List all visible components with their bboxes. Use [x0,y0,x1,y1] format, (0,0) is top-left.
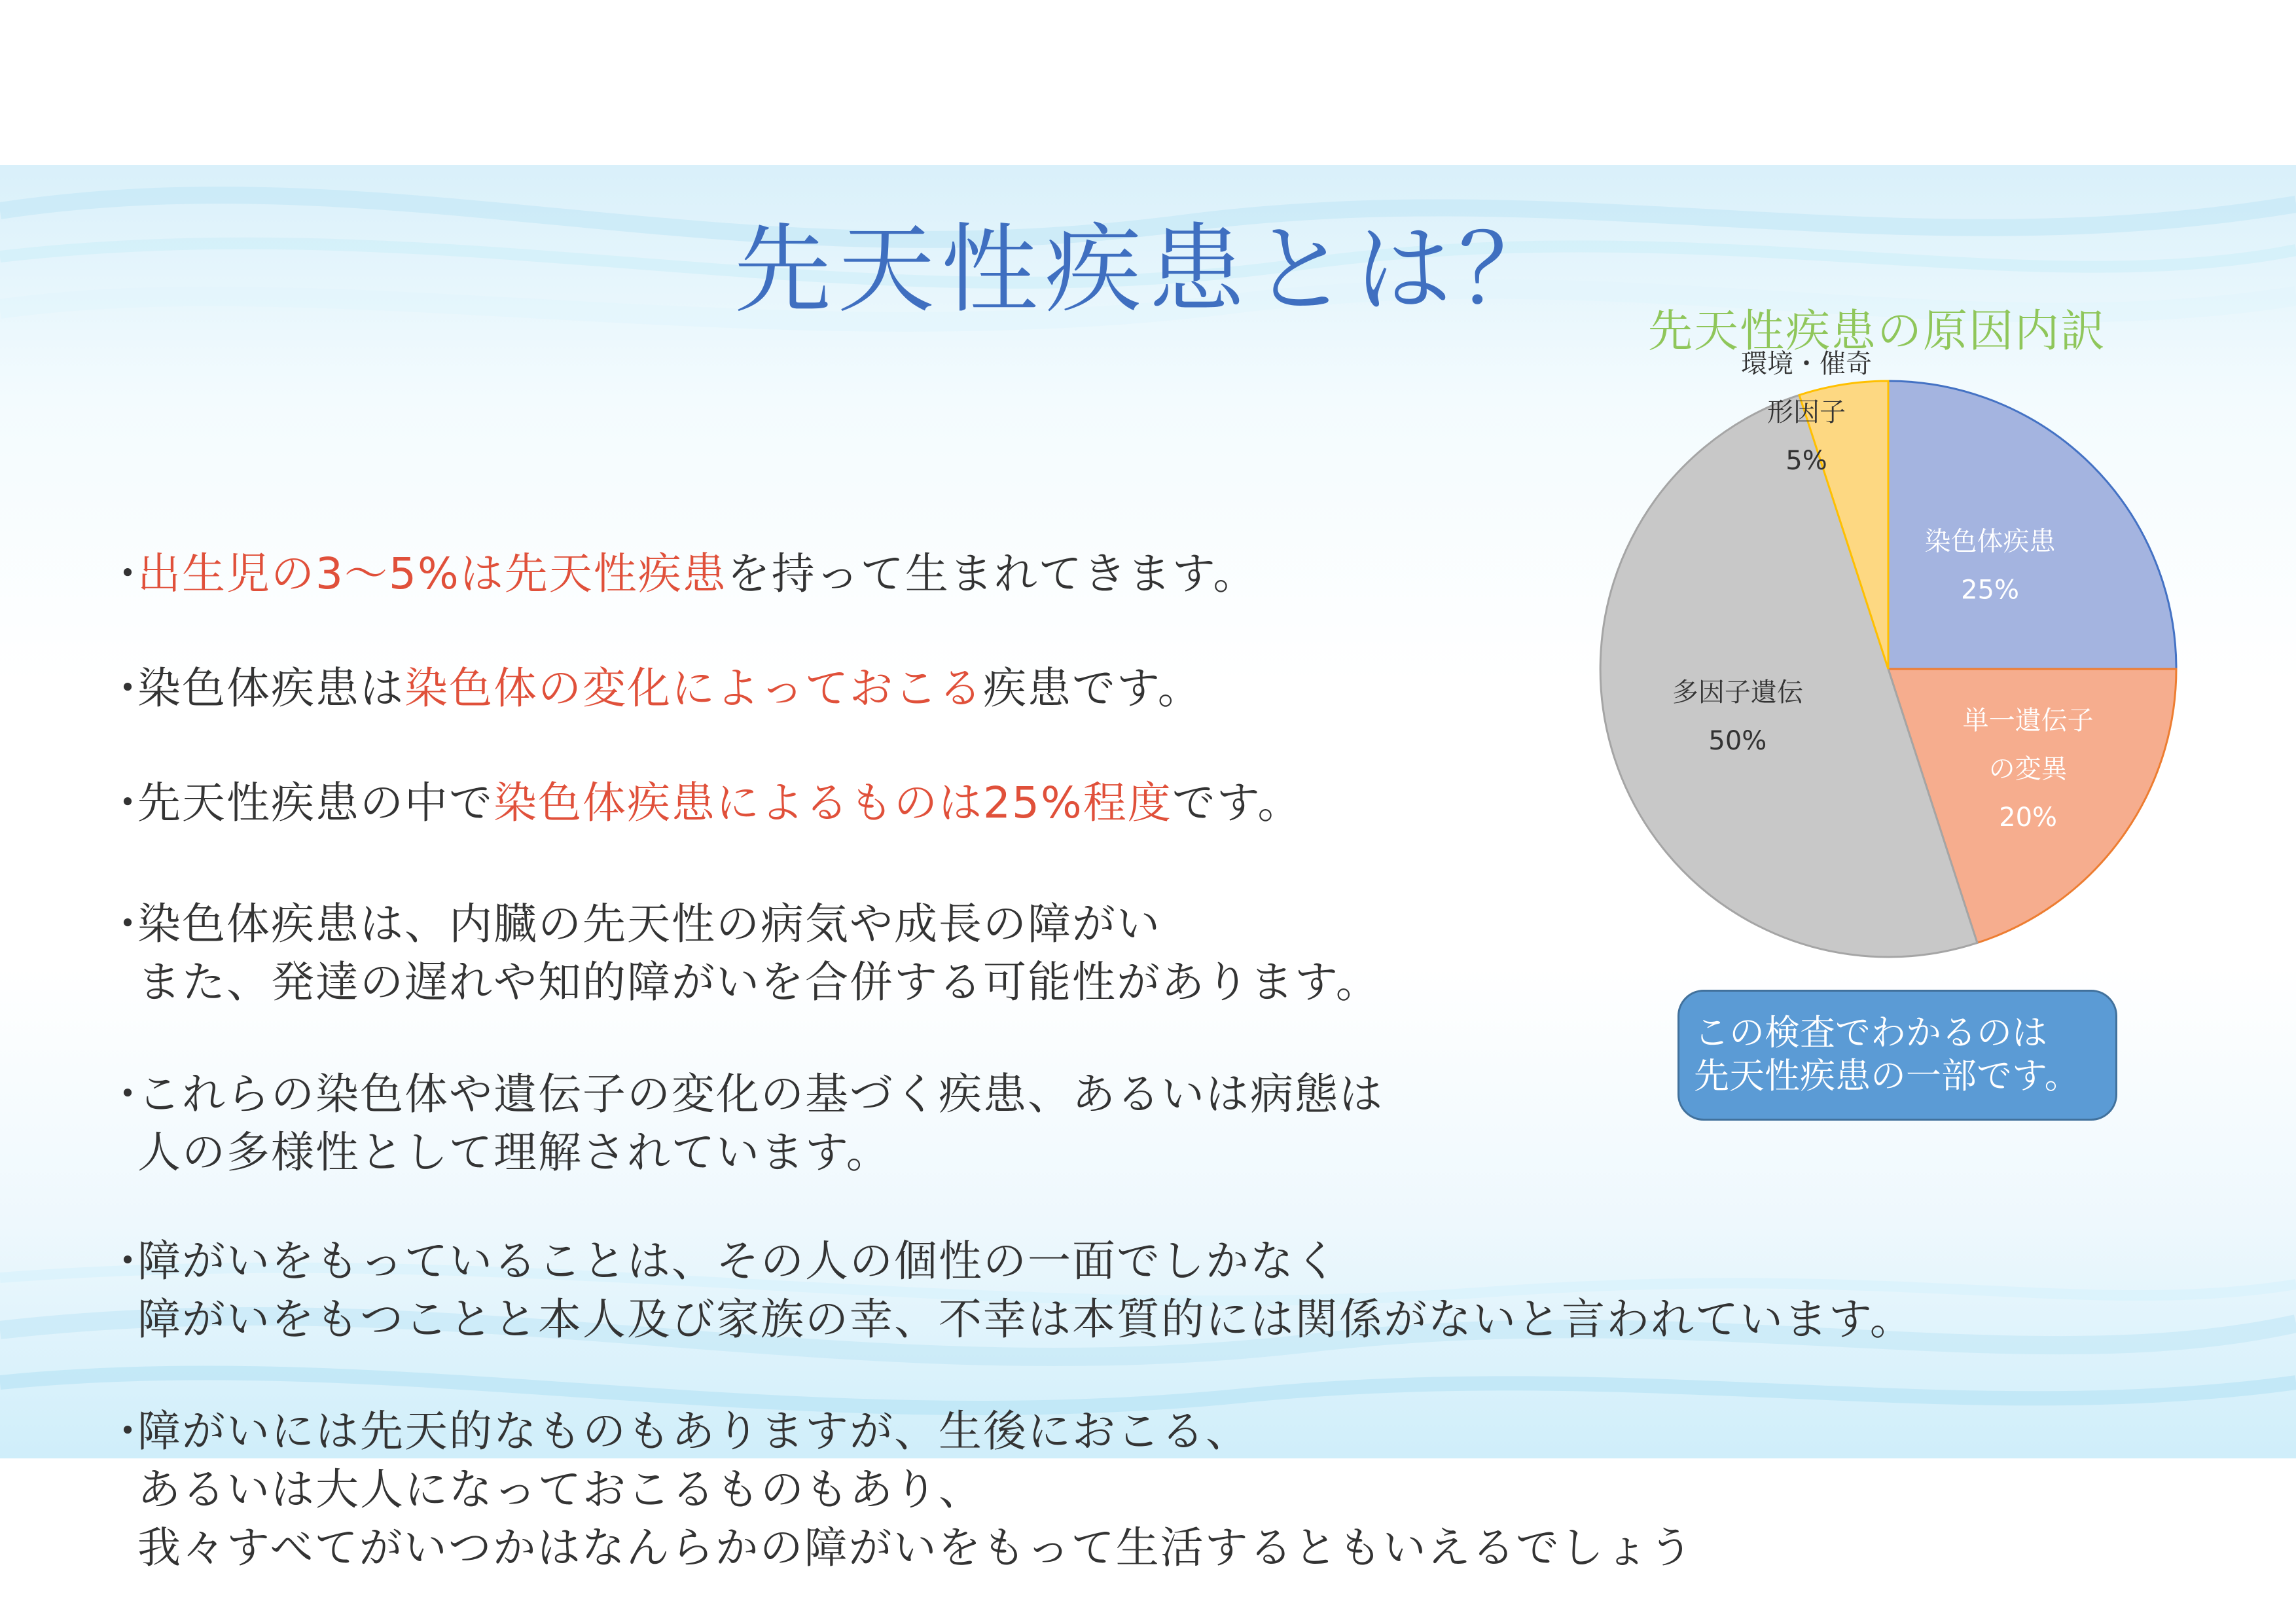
bullet-line [137,1519,1694,1577]
slice-name-label: 多因子遺伝 [1672,677,1803,708]
body-text: です。 [1172,778,1302,828]
body-text: また、発達の遅れや知的障がいを合併する可能性があります。 [137,957,1380,1007]
bullet-marker: ・ [106,1406,151,1456]
bullet-marker: ・ [106,1069,151,1119]
body-text: 我々すべてがいつかはなんらかの障がいをもって生活するともいえるでしょう [137,1523,1695,1573]
bullet-line [137,1232,1914,1290]
bullet-item [106,1232,1914,1348]
bullet-item [106,1065,1384,1182]
bullet-line [137,1460,1694,1519]
body-text: 染色体疾患は、内臓の先天性の病気や成長の障がい [137,899,1161,949]
body-text: あるいは大人になっておこるものもあり、 [137,1464,983,1515]
bullet-marker: ・ [106,549,151,599]
bullet-line [137,545,1257,603]
slice-name-label: 形因子 [1767,397,1846,427]
body-text: 染色体疾患は [137,663,404,713]
callout-box [1677,990,2117,1121]
body-text: 障がいをもっていることは、その人の個性の一面でしかなく [137,1236,1339,1286]
bullet-line [137,953,1380,1011]
slice-value-label: 20% [1999,803,2058,833]
callout-line: この検査でわかるのは [1694,1012,2047,1053]
bullet-item [106,895,1380,1011]
bullet-marker: ・ [106,1236,151,1286]
slice-name-label: 環境・催奇 [1741,349,1872,379]
body-text: 疾患です。 [983,663,1202,713]
bullet-line [137,774,1302,832]
callout-line: 先天性疾患の一部です。 [1694,1055,2080,1096]
highlight-text: 染色体疾患によるものは25%程度 [493,778,1172,828]
bullet-item [106,659,1202,717]
pie-slice [1888,381,2176,669]
body-text: 先天性疾患の中で [137,778,493,828]
bullet-line [137,895,1380,953]
bullet-item [106,545,1258,603]
bullet-marker: ・ [106,899,151,949]
bullet-item [106,1402,1695,1577]
pie-chart [1571,349,2225,950]
slice-name-label: 単一遺伝子 [1962,706,2094,736]
body-text: 障がいには先天的なものもありますが、生後におこる、 [137,1406,1250,1456]
bullet-line [137,659,1202,717]
bullet-line [137,1290,1914,1348]
slice-value-label: 25% [1961,575,2020,605]
slice-name-label: の変異 [1988,754,2068,785]
body-text: これらの染色体や遺伝子の変化の基づく疾患、あるいは病態は [137,1069,1384,1119]
bullet-marker: ・ [106,778,151,828]
highlight-text: 染色体の変化によっておこる [404,663,983,713]
bullet-line [137,1065,1384,1123]
body-text: 障がいをもつことと本人及び家族の幸、不幸は本質的には関係がないと言われています。 [137,1294,1914,1344]
slice-name-label: 染色体疾患 [1924,526,2056,557]
body-text: を持って生まれてきます。 [726,549,1258,599]
bullet-line [137,1123,1384,1182]
page-title: 先天性疾患とは？ [734,213,1562,326]
slice-value-label: 50% [1708,725,1767,756]
bullet-line [137,1402,1694,1460]
highlight-text: 出生児の3〜5%は先天性疾患 [137,549,727,599]
bullet-item [106,774,1302,832]
bullet-marker: ・ [106,663,151,713]
slide [0,165,2296,1573]
chart-title: 先天性疾患の原因内訳 [1648,306,2107,357]
body-text: 人の多様性として理解されています。 [137,1127,891,1178]
slice-value-label: 5% [1785,446,1827,476]
